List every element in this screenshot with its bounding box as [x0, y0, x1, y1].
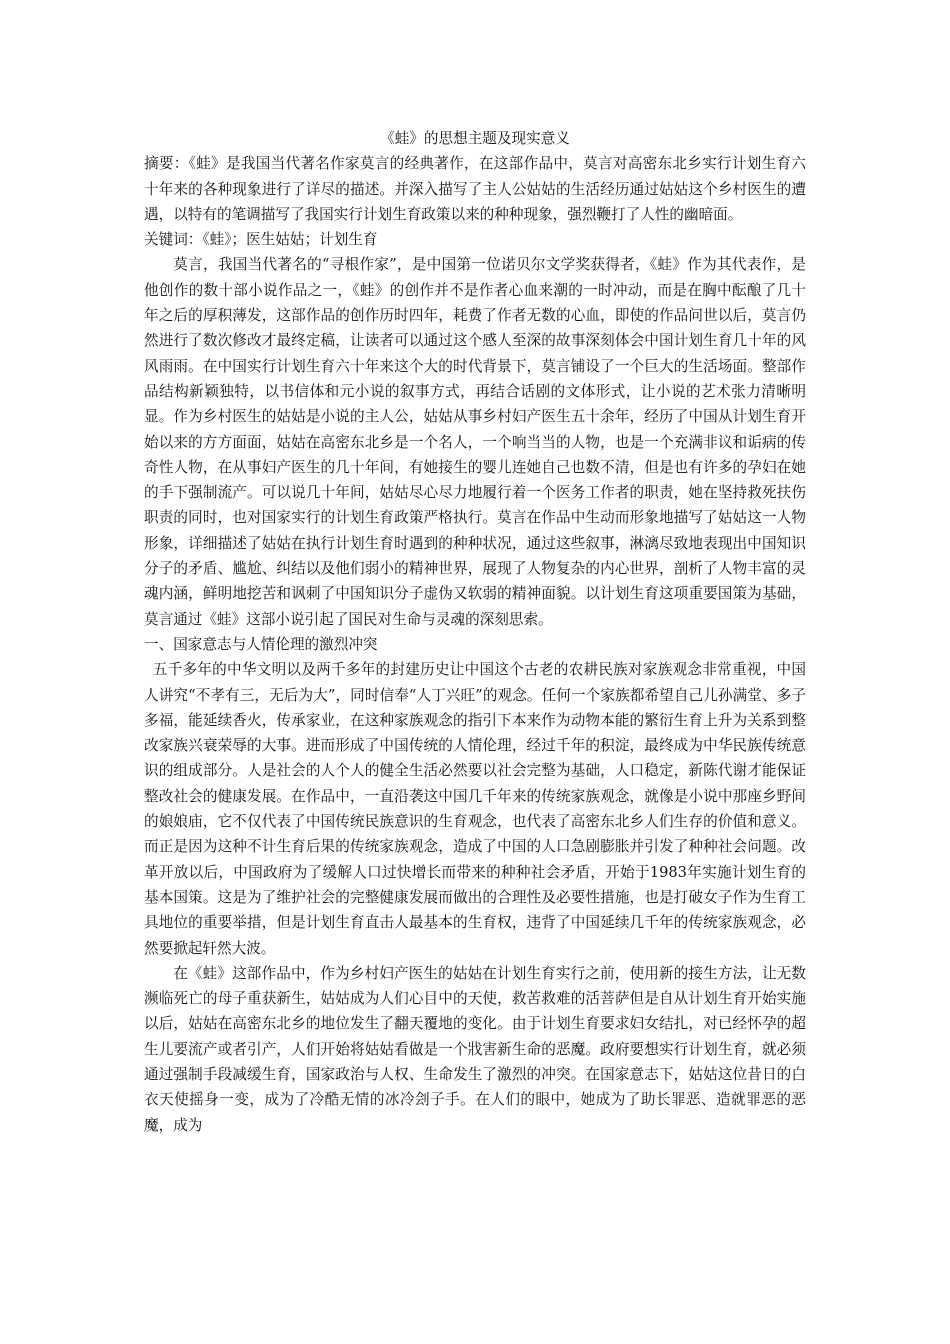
document-page	[144, 126, 806, 1138]
body-paragraph-1: 莫言，我国当代著名的“寻根作家”，是中国第一位诺贝尔文学奖获得者，《蛙》作为其代表作，是他创作的数十部小说作品之一，《蛙》的创作并不是作者心血来潮的一时冲动，而是在胸中酝酿了几十年之后的厚积薄发，这部作品的创作历时四年，耗费了作者无数的心血，即使的作品问世以后，莫言仍然进行了数次修改才最终定稿，让读者可以通过这个感人至深的故事深刻体会中国计划生育几十年的风风雨雨。在中国实行计划生育六十年来这个大的时代背景下，莫言铺设了一个巨大的生活场面。整部作品结构新颖独特，以书信体和元小说的叙事方式，再结合话剧的文体形式，让小说的艺术张力清晰明显。作为乡村医生的姑姑是小说的主人公，姑姑从事乡村妇产医生五十余年，经历了中国从计划生育开始以来的方方面面，姑姑在高密东北乡是一个名人，一个响当当的人物，也是一个充满非议和诟病的传奇性人物，在从事妇产医生的几十年间，有她接生的婴儿连她自己也数不清，但是也有许多的孕妇在她的手下强制流产。可以说几十年间，姑姑尽心尽力地履行着一个医务工作者的职责，她在坚持救死扶伤职责的同时，也对国家实行的计划生育政策严格执行。莫言在作品中生动而形象地描写了姑姑这一人物形象，详细描述了姑姑在执行计划生育时遇到的种种状况，通过这些叙事，淋漓尽致地表现出中国知识分子的矛盾、尴尬、纠结以及他们弱小的精神世界，展现了人物复杂的内心世界，剖析了人物丰富的灵魂内涵，鲜明地挖苦和讽刺了中国知识分子虚伪又软弱的精神面貌。以计划生育这项重要国策为基础，莫言通过《蛙》这部小说引起了国民对生命与灵魂的深刻思索。	[144, 256, 806, 628]
section-heading-1: 一、国家意志与人情伦理的激烈冲突	[144, 635, 378, 653]
body-paragraph-3: 在《蛙》这部作品中，作为乡村妇产医生的姑姑在计划生育实行之前，使用新的接生方法，让无数濒临死亡的母子重获新生，姑姑成为人们心目中的天使，救苦救难的活菩萨但是自从计划生育开始实施以后，姑姑在高密东北乡的地位发生了翻天覆地的变化。由于计划生育要求妇女结扎，对已经怀孕的超生儿要流产或者引产，人们开始将姑姑看做是一个戕害新生命的恶魔。政府要想实行计划生育，就必须通过强制手段减缓生育，国家政治与人权、生命发生了激烈的冲突。在国家意志下，姑姑这位昔日的白衣天使摇身一变，成为了冷酷无情的冰冷刽子手。在人们的眼中，她成为了助长罪恶、造就罪恶的恶魔，成为	[144, 964, 806, 1134]
keywords-line: 关键词：《蛙》；医生姑姑；计划生育	[144, 231, 378, 249]
abstract-paragraph: 摘要：《蛙》是我国当代著名作家莫言的经典著作，在这部作品中，莫言对高密东北乡实行计划生育六十年来的各种现象进行了详尽的描述。并深入描写了主人公姑姑的生活经历通过姑姑这个乡村医生的遭遇，以特有的笔调描写了我国实行计划生育政策以来的种种现象，强烈鞭打了人性的幽暗面。	[144, 155, 806, 223]
body-paragraph-2: 五千多年的中华文明以及两千多年的封建历史让中国这个古老的农耕民族对家族观念非常重视，中国人讲究“不孝有三，无后为大”，同时信奉“人丁兴旺”的观念。任何一个家族都希望自己儿孙满堂、多子多福，能延续香火，传承家业，在这种家族观念的指引下本来作为动物本能的繁衍生育上升为关系到整改家族兴衰荣辱的大事。进而形成了中国传统的人情伦理，经过千年的积淀，最终成为中华民族传统意识的组成部分。人是社会的人个人的健全生活必然要以社会完整为基础，人口稳定，新陈代谢才能保证整改社会的健康发展。在作品中，一直沿袭这中国几千年来的传统家族观念，就像是小说中那座乡野间的娘娘庙，它不仅代表了中国传统民族意识的生育观念，也代表了高密东北乡人们生存的价值和意义。而正是因为这种不计生育后果的传统家族观念，造成了中国的人口急剧膨胀并引发了种种社会问题。改革开放以后，中国政府为了缓解人口过快增长而带来的种种社会矛盾，开始于1983年实施计划生育的基本国策。这是为了维护社会的完整健康发展而做出的合理性及必要性措施，也是打破女子作为生育工具地位的重要举措，但是计划生育直击人最基本的生育权，违背了中国延续几千年的传统家族观念，必然要掀起轩然大波。	[144, 661, 806, 957]
document-title: 《蛙》的思想主题及现实意义	[380, 130, 570, 147]
